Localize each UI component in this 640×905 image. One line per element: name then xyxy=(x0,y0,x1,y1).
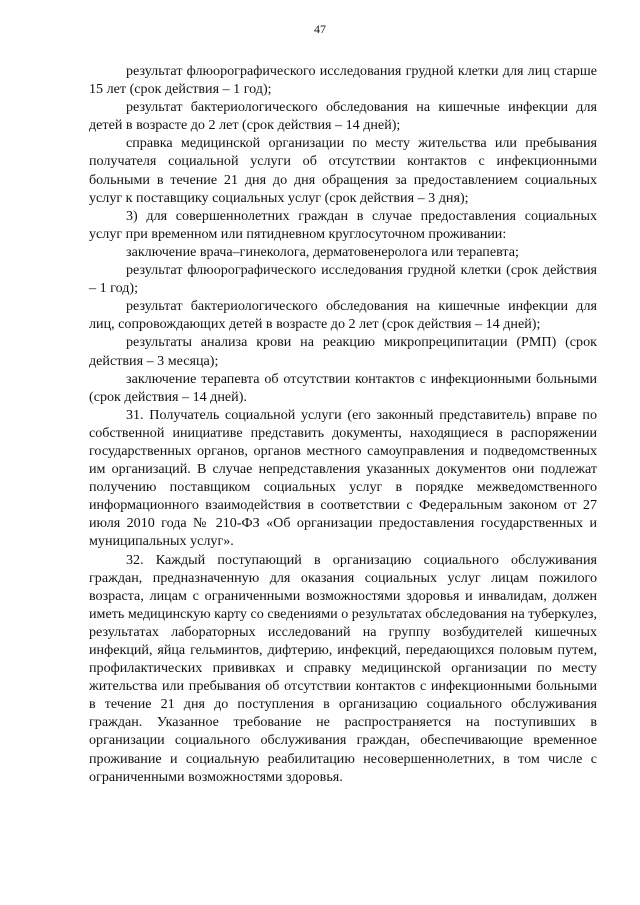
paragraph-fluorography-adults: результат флюорографического исследования грудной клетки (срок действия – 1 год); xyxy=(89,262,597,297)
page-number: 47 xyxy=(314,22,326,36)
paragraph-bacteriology-children: результат бактериологического обследования на кишечные инфекции для детей в возрасте до 2 лет (срок действия – 14 дней); xyxy=(89,99,597,134)
paragraph-blood-test: результаты анализа крови на реакцию микропреципитации (РМП) (срок действия – 3 месяца); xyxy=(89,334,597,369)
paragraph-adults-heading: 3) для совершеннолетних граждан в случае предоставления социальных услуг при временном или пятидневном круглосуточном проживании: xyxy=(89,207,597,242)
paragraph-fluorography-15: результат флюорографического исследования грудной клетки для лиц старше 15 лет (срок действия – 1 год); xyxy=(89,63,597,98)
paragraph-item-32: 32. Каждый поступающий в организацию социального обслуживания граждан, предназначенную для оказания социальных услуг лицам пожилого возраста, лицам с ограниченными возможностями здоровья и инвалидам, должен иметь медицинскую карту со сведениями о результатах обследования на туберкулез, результатах лабораторных исследований на группу возбудителей кишечных инфекций, яйца гельминтов, дифтерию, инфекций, передающихся половым путем, профилактических прививках и справку медицинской организации по месту жительства или пребывания об отсутствии контактов с инфекционными больными в течение 21 дня до поступления в организацию социального обслуживания граждан. Указанное требование не распространяется на поступивших в организации социального обслуживания граждан, обеспечивающие временное проживание и социальную реабилитацию несовершеннолетних, в том числе с ограниченными возможностями здоровья. xyxy=(89,551,597,785)
paragraph-gynecologist-conclusion: заключение врача–гинеколога, дерматовенеролога или терапевта; xyxy=(126,243,519,260)
paragraph-item-31: 31. Получатель социальной услуги (его законный представитель) вправе по собственной инициативе представить документы, находящиеся в распоряжении государственных органов, органов местного самоуправления и подведомственных им организаций. В случае непредставления указанных документов они подлежат получению поставщиком социальных услуг в порядке межведомственного информационного взаимодействия в соответствии с Федеральным законом от 27 июля 2010 года № 210-ФЗ «Об организации предоставления государственных и муниципальных услуг». xyxy=(89,406,597,550)
paragraph-bacteriology-companions: результат бактериологического обследования на кишечные инфекции для лиц, сопровождающих детей в возрасте до 2 лет (срок действия – 14 дней); xyxy=(89,298,597,333)
document-body xyxy=(89,62,597,786)
paragraph-no-contacts-certificate: справка медицинской организации по месту жительства или пребывания получателя социальной услуги об отсутствии контактов с инфекционными больными в течение 21 дня до дня обращения за предоставлением социальных услуг к поставщику социальных услуг (срок действия – 3 дня); xyxy=(89,135,597,206)
paragraph-therapist-conclusion: заключение терапевта об отсутствии контактов с инфекционными больными (срок действия – 14 дней). xyxy=(89,370,597,405)
